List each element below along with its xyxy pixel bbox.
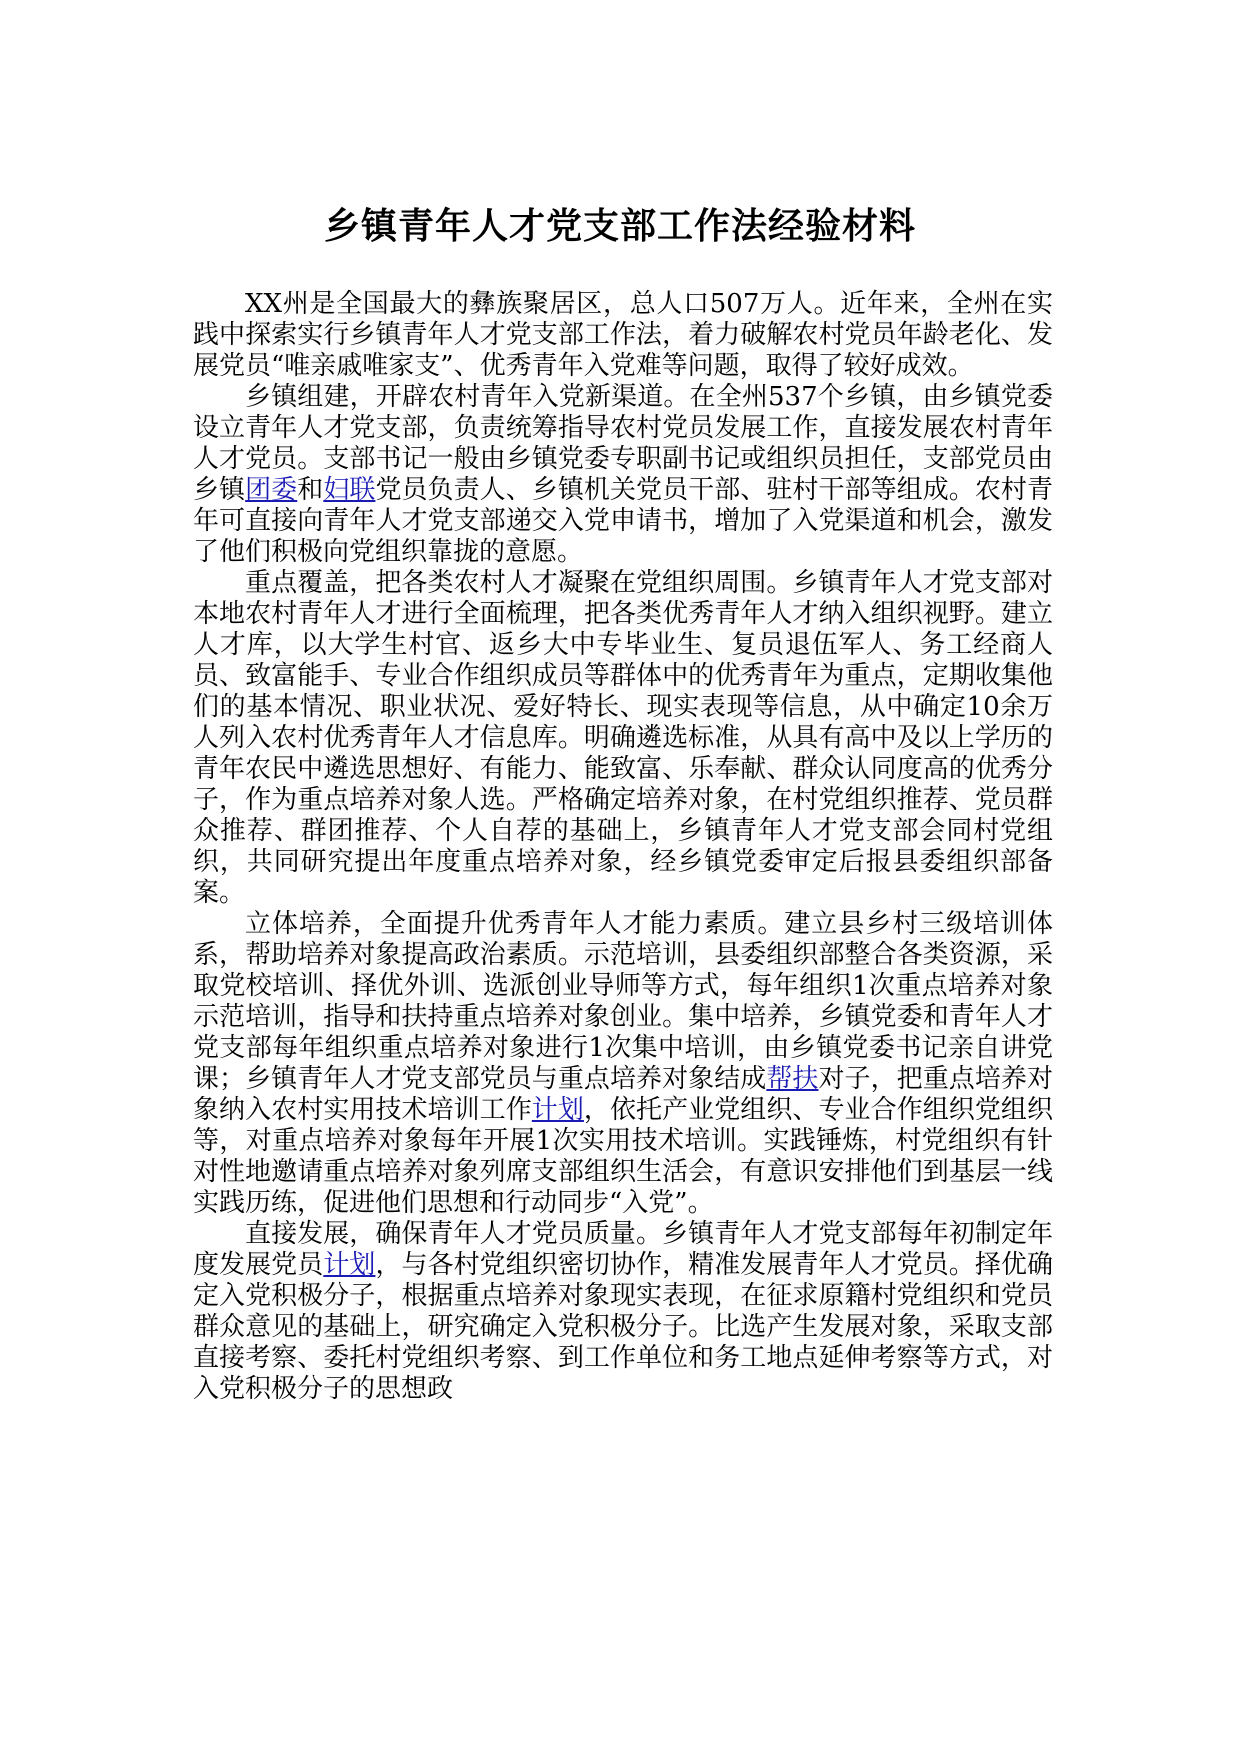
inline-link[interactable]: 妇联	[323, 475, 376, 505]
inline-link[interactable]: 帮扶	[766, 1064, 819, 1094]
paragraph-text: 对子，把重点培养对象纳入农村实用技术培训工作	[193, 1064, 1053, 1125]
body-paragraph	[193, 382, 1053, 568]
body-paragraph	[193, 1219, 1053, 1405]
paragraph-text: 重点覆盖，把各类农村人才凝聚在党组织周围。乡镇青年人才党支部对本地农村青年人才进行全面梳理，把各类优秀青年人才纳入组织视野。建立人才库，以大学生村官、返乡大中专毕业生、复员退伍军人、务工经商人员、致富能手、专业合作组织成员等群体中的优秀青年为重点，定期收集他们的基本情况、职业状况、爱好特长、现实表现等信息，从中确定10余万人列入农村优秀青年人才信息库。明确遴选标准，从具有高中及以上学历的青年农民中遴选思想好、有能力、能致富、乐奉献、群众认同度高的优秀分子，作为重点培养对象人选。严格确定培养对象，在村党组织推荐、党员群众推荐、群团推荐、个人自荐的基础上，乡镇青年人才党支部会同村党组织，共同研究提出年度重点培养对象，经乡镇党委审定后报县委组织部备案。	[193, 568, 1053, 908]
inline-link[interactable]: 计划	[531, 1095, 584, 1125]
paragraph-text: 和	[297, 475, 324, 505]
document-title: 乡镇青年人才党支部工作法经验材料	[323, 206, 916, 247]
paragraph-text: ，与各村党组织密切协作，精准发展青年人才党员。择优确定入党积极分子，根据重点培养对象现实表现，在征求原籍村党组织和党员群众意见的基础上，研究确定入党积极分子。比选产生发展对象，采取支部直接考察、委托村党组织考察、到工作单位和务工地点延伸考察等方式，对入党积极分子的思想政	[193, 1250, 1053, 1404]
paragraph-text: 直接发展，确保青年人才党员质量。乡镇青年人才党支部每年初制定年度发展党员	[193, 1219, 1053, 1280]
paragraph-text: 乡镇组建，开辟农村青年入党新渠道。在全州537个乡镇，由乡镇党委设立青年人才党支部，负责统筹指导农村党员发展工作，直接发展农村青年人才党员。支部书记一般由乡镇党委专职副书记或组织员担任，支部党员由乡镇	[193, 382, 1053, 505]
body-paragraph	[193, 289, 1053, 382]
body-paragraph	[193, 909, 1053, 1219]
paragraph-text: 党员负责人、乡镇机关党员干部、驻村干部等组成。农村青年可直接向青年人才党支部递交入党申请书，增加了入党渠道和机会，激发了他们积极向党组织靠拢的意愿。	[193, 475, 1053, 567]
paragraph-text: XX州是全国最大的彝族聚居区，总人口507万人。近年来，全州在实践中探索实行乡镇青年人才党支部工作法，着力破解农村党员年龄老化、发展党员“唯亲戚唯家支”、优秀青年入党难等问题，取得了较好成效。	[193, 289, 1053, 381]
body-paragraph	[193, 568, 1053, 909]
paragraph-text: 立体培养，全面提升优秀青年人才能力素质。建立县乡村三级培训体系，帮助培养对象提高政治素质。示范培训，县委组织部整合各类资源，采取党校培训、择优外训、选派创业导师等方式，每年组织1次重点培养对象示范培训，指导和扶持重点培养对象创业。集中培养，乡镇党委和青年人才党支部每年组织重点培养对象进行1次集中培训，由乡镇党委书记亲自讲党课；乡镇青年人才党支部党员与重点培养对象结成	[193, 909, 1053, 1094]
inline-link[interactable]: 计划	[323, 1250, 376, 1280]
paragraph-text: ，依托产业党组织、专业合作组织党组织等，对重点培养对象每年开展1次实用技术培训。实践锤炼，村党组织有针对性地邀请重点培养对象列席支部组织生活会，有意识安排他们到基层一线实践历练，促进他们思想和行动同步“入党”。	[193, 1095, 1053, 1218]
document-body	[193, 289, 1053, 1405]
inline-link[interactable]: 团委	[245, 475, 298, 505]
